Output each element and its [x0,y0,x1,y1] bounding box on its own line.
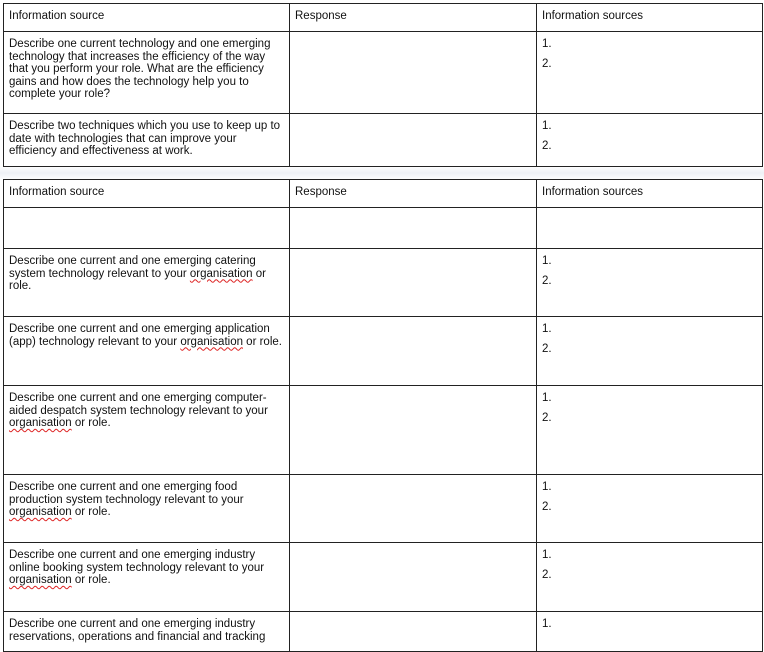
source-number: 2. [542,568,552,581]
source-number: 2. [542,342,552,355]
sources-cell[interactable] [537,317,763,386]
source-number: 1. [542,618,552,630]
table-row [4,612,763,652]
spellcheck-word[interactable]: organisation [189,267,253,280]
empty-row [4,208,763,249]
sources-cell[interactable] [537,386,763,475]
question-cell: Describe one current and one emerging food production system technology relevant to your organisation or role. [4,475,290,543]
sources-cell[interactable] [537,612,763,652]
table-row [4,32,763,114]
sources-cell[interactable] [537,543,763,612]
response-cell[interactable] [290,317,537,386]
source-number: 2. [542,57,552,70]
question-cell: Describe one current and one emerging industry reservations, operations and financial and tracking [4,612,290,652]
empty-cell[interactable] [290,208,537,249]
empty-cell[interactable] [537,208,763,249]
question-cell: Describe one current and one emerging catering system technology relevant to your organisation or role. [4,249,290,317]
table-row [4,317,763,386]
response-cell[interactable] [290,114,537,167]
response-cell[interactable] [290,543,537,612]
source-number: 1. [542,392,552,404]
page-break-shadow [0,166,764,180]
response-cell[interactable] [290,32,537,114]
question-cell: Describe one current and one emerging industry online booking system technology relevant to your organisation or role. [4,543,290,612]
spellcheck-word[interactable]: organisation [180,335,243,348]
response-cell[interactable] [290,612,537,652]
source-number: 1. [542,120,552,132]
header-information-source: Information source [4,180,290,208]
technology-systems-table [3,179,763,652]
source-number: 1. [542,38,552,50]
source-number: 2. [542,274,552,287]
source-number: 2. [542,411,552,424]
spellcheck-word[interactable]: organisation [9,417,72,429]
header-information-source: Information source [4,4,290,32]
table-row [4,114,763,167]
sources-cell[interactable] [537,475,763,543]
response-cell[interactable] [290,475,537,543]
sources-cell[interactable] [537,32,763,114]
header-information-sources: Information sources [537,180,763,208]
table-header-row [4,4,763,32]
source-number: 1. [542,481,552,493]
source-number: 2. [542,139,552,152]
table-row [4,475,763,543]
header-response: Response [290,4,537,32]
source-number: 1. [542,255,552,267]
question-cell: Describe one current and one emerging computer-aided despatch system technology relevant to your organisation or role. [4,386,290,475]
question-cell: Describe one current technology and one emerging technology that increases the efficiency of the way that you perform your role. What are the efficiency gains and how does the technology help you to complete your role? [4,32,290,114]
question-cell: Describe two techniques which you use to keep up to date with technologies that can improve your efficiency and effectiveness at work. [4,114,290,167]
table-row [4,386,763,475]
table-row [4,249,763,317]
source-number: 1. [542,549,552,561]
spellcheck-word[interactable]: organisation [9,574,72,586]
source-number: 1. [542,323,552,335]
sources-cell[interactable] [537,114,763,167]
source-number: 2. [542,500,552,513]
technology-efficiency-table [3,3,763,167]
sources-cell[interactable] [537,249,763,317]
response-cell[interactable] [290,386,537,475]
empty-cell[interactable] [4,208,290,249]
table-header-row [4,180,763,208]
question-cell: Describe one current and one emerging application (app) technology relevant to your organisation or role. [4,317,290,386]
spellcheck-word[interactable]: organisation [9,506,72,518]
table-row [4,543,763,612]
response-cell[interactable] [290,249,537,317]
header-information-sources: Information sources [537,4,763,32]
header-response: Response [290,180,537,208]
